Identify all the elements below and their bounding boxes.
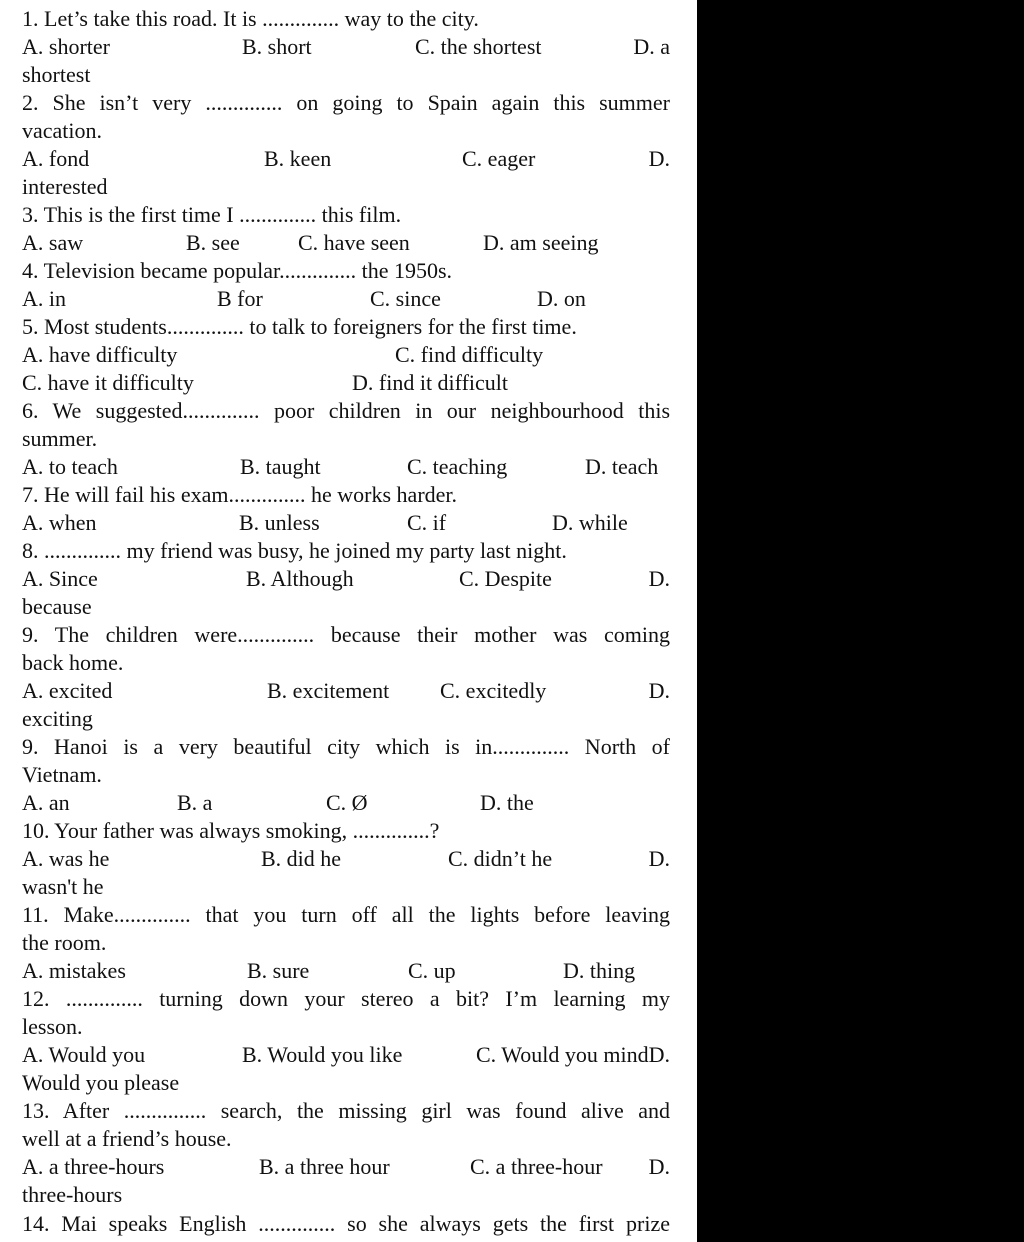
- question-13-options: [22, 1153, 670, 1181]
- question-11-options: [22, 957, 670, 985]
- question-9b-stem-continued: Vietnam.: [22, 762, 102, 787]
- option-a: A. shorter: [22, 34, 110, 59]
- option-c: C. if: [407, 510, 447, 535]
- option-c: C. have seen: [298, 230, 410, 255]
- option-b: B. unless: [239, 510, 320, 535]
- option-a: A. saw: [22, 230, 84, 255]
- option-b: B. excitement: [267, 678, 390, 703]
- question-7-options: [22, 509, 670, 537]
- option-b: B. a three hour: [259, 1154, 390, 1179]
- question-10-stem: 10. Your father was always smoking, ..............?: [22, 818, 440, 843]
- question-9b-options: [22, 789, 670, 817]
- option-a: A. to teach: [22, 454, 118, 479]
- question-5-stem: 5. Most students.............. to talk to foreigners for the first time.: [22, 314, 577, 339]
- question-14-stem: 14. Mai speaks English .............. so she always gets the first prize: [22, 1211, 670, 1236]
- option-c: C. up: [408, 958, 456, 983]
- option-c: C. a three-hour: [470, 1154, 603, 1179]
- option-a: A. an: [22, 790, 70, 815]
- question-13-stem: 13. After ............... search, the missing girl was found alive and: [22, 1098, 670, 1123]
- question-9-stem: 9. The children were.............. because their mother was coming: [22, 622, 670, 647]
- question-6-stem-continued: summer.: [22, 426, 98, 451]
- option-d: D. find it difficult: [352, 370, 509, 395]
- question-2-continuation: interested: [22, 174, 108, 199]
- question-11-stem-continued: the room.: [22, 930, 107, 955]
- option-c: C. Ø: [326, 790, 368, 815]
- option-b: B for: [217, 286, 263, 311]
- option-a: A. Would you: [22, 1042, 146, 1067]
- option-c: C. excitedly: [440, 678, 547, 703]
- option-a: A. was he: [22, 846, 110, 871]
- option-c: C. Despite: [459, 566, 552, 591]
- option-b: B. short: [242, 34, 312, 59]
- option-c-and-d: C. Would you mindD.: [475, 1042, 670, 1067]
- option-d: D.: [648, 146, 670, 171]
- question-9-options: [22, 677, 670, 705]
- question-12-continuation: Would you please: [22, 1070, 180, 1095]
- question-3-options: [22, 229, 670, 257]
- option-c: C. find difficulty: [395, 342, 544, 367]
- question-12-stem-continued: lesson.: [22, 1014, 83, 1039]
- option-a: A. excited: [22, 678, 113, 703]
- option-d: D. teach: [585, 454, 659, 479]
- option-a: A. fond: [22, 146, 90, 171]
- option-b: B. taught: [240, 454, 321, 479]
- option-c: C. didn’t he: [448, 846, 553, 871]
- question-4-stem: 4. Television became popular.............. the 1950s.: [22, 258, 453, 283]
- option-d: D.: [648, 846, 670, 871]
- option-b: B. did he: [261, 846, 342, 871]
- option-a: A. a three-hours: [22, 1154, 165, 1179]
- option-c-alt: C. have it difficulty: [22, 370, 194, 395]
- question-8-continuation: because: [22, 594, 92, 619]
- question-1-continuation: shortest: [22, 62, 91, 87]
- question-13-stem-continued: well at a friend’s house.: [22, 1126, 232, 1151]
- question-12-stem: 12. .............. turning down your stereo a bit? I’m learning my: [22, 986, 670, 1011]
- option-b: B. keen: [264, 146, 332, 171]
- question-9-continuation: exciting: [22, 706, 93, 731]
- option-d: D. am seeing: [483, 230, 599, 255]
- option-c: C. teaching: [407, 454, 508, 479]
- question-8-options: [22, 565, 670, 593]
- question-13-continuation: three-hours: [22, 1182, 123, 1207]
- question-4-options: [22, 285, 670, 313]
- question-1-stem: 1. Let’s take this road. It is .............. way to the city.: [22, 6, 479, 31]
- option-d: D. on: [537, 286, 586, 311]
- question-10-options: [22, 845, 670, 873]
- question-9b-stem: 9. Hanoi is a very beautiful city which is in.............. North of: [22, 734, 670, 759]
- question-2-stem-continued: vacation.: [22, 118, 103, 143]
- question-2-stem: 2. She isn’t very .............. on going to Spain again this summer: [22, 90, 670, 115]
- question-8-stem: 8. .............. my friend was busy, he joined my party last night.: [22, 538, 567, 563]
- question-2-options: [22, 145, 670, 173]
- option-b: B. Would you like: [242, 1042, 403, 1067]
- option-d: D. the: [480, 790, 534, 815]
- option-d: D.: [648, 566, 670, 591]
- option-b: B. sure: [247, 958, 310, 983]
- question-5-options-row-1: [22, 341, 670, 369]
- option-c: C. since: [370, 286, 441, 311]
- option-c: C. the shortest: [415, 34, 542, 59]
- option-d: D. thing: [563, 958, 636, 983]
- option-a: A. in: [22, 286, 66, 311]
- option-b: B. a: [177, 790, 213, 815]
- question-1-options: [22, 33, 670, 61]
- question-6-options: [22, 453, 670, 481]
- option-d: D.: [648, 1154, 670, 1179]
- option-a: A. Since: [22, 566, 98, 591]
- question-11-stem: 11. Make.............. that you turn off all the lights before leaving: [22, 902, 670, 927]
- question-12-options: [22, 1041, 670, 1069]
- option-a: A. have difficulty: [22, 342, 178, 367]
- option-b: B. Although: [246, 566, 354, 591]
- question-6-stem: 6. We suggested.............. poor children in our neighbourhood this: [22, 398, 670, 423]
- option-d: D. while: [552, 510, 628, 535]
- option-c: C. eager: [462, 146, 536, 171]
- question-5-options-row-2: [22, 369, 670, 397]
- option-a: A. when: [22, 510, 97, 535]
- question-10-continuation: wasn't he: [22, 874, 104, 899]
- question-7-stem: 7. He will fail his exam.............. he works harder.: [22, 482, 458, 507]
- option-d: D. a: [633, 34, 670, 59]
- option-b: B. see: [186, 230, 240, 255]
- option-d: D.: [648, 678, 670, 703]
- option-a: A. mistakes: [22, 958, 126, 983]
- question-9-stem-continued: back home.: [22, 650, 124, 675]
- question-3-stem: 3. This is the first time I .............. this film.: [22, 202, 402, 227]
